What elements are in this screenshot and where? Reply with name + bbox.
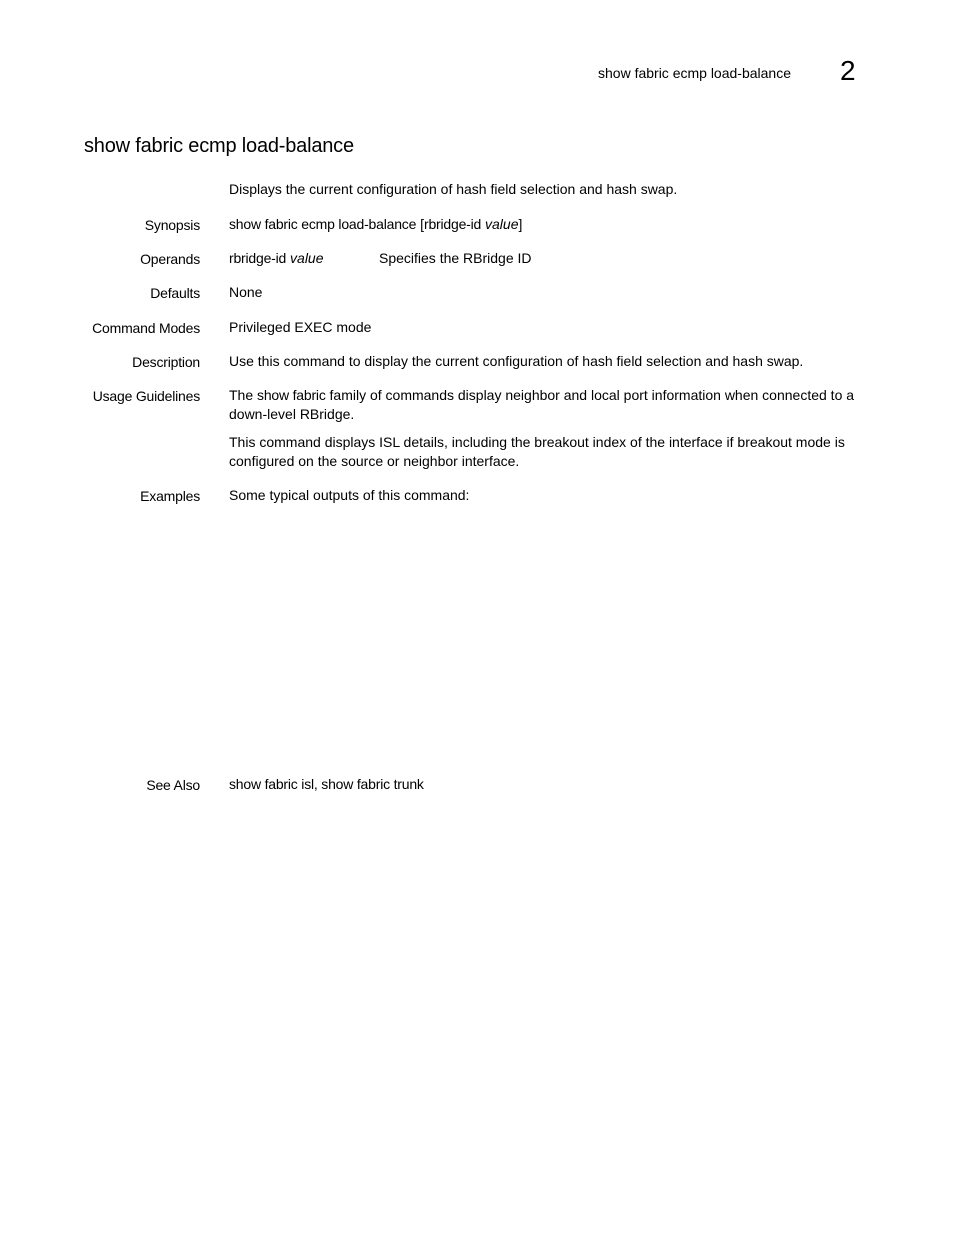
usage-para-1-before: The bbox=[229, 387, 258, 403]
examples-body: Some typical outputs of this command: bbox=[229, 487, 470, 503]
description-label: Description bbox=[132, 354, 200, 370]
operand-param: rbridge-id bbox=[229, 250, 287, 266]
synopsis-value: value bbox=[485, 216, 519, 232]
intro-text: Displays the current configuration of hash field selection and hash swap. bbox=[229, 181, 678, 197]
command-modes-label: Command Modes bbox=[92, 320, 200, 336]
usage-para-1-after: family of commands display neighbor and local port information when connected to a down-level RBridge. bbox=[229, 387, 855, 422]
description-body: Use this command to display the current configuration of hash field selection and hash swap. bbox=[229, 353, 804, 369]
usage-para-1-command: show fabric bbox=[257, 387, 326, 403]
command-modes-body: Privileged EXEC mode bbox=[229, 319, 372, 335]
running-head: show fabric ecmp load-balance bbox=[598, 65, 791, 81]
synopsis-command: show fabric ecmp load-balance bbox=[229, 216, 417, 232]
defaults-label: Defaults bbox=[150, 285, 200, 301]
usage-guidelines-para-1 bbox=[229, 386, 874, 424]
synopsis-body bbox=[229, 215, 874, 234]
operands-label: Operands bbox=[140, 251, 200, 267]
see-also-body: show fabric isl, show fabric trunk bbox=[229, 776, 424, 792]
examples-label: Examples bbox=[140, 488, 200, 504]
see-also-label: See Also bbox=[146, 777, 200, 793]
synopsis-param: rbridge-id bbox=[423, 216, 482, 232]
synopsis-label: Synopsis bbox=[144, 217, 200, 233]
operands-body bbox=[229, 249, 874, 268]
chapter-number: 2 bbox=[840, 55, 856, 86]
operand-description: Specifies the RBridge ID bbox=[379, 250, 532, 266]
usage-guidelines-para-2: This command displays ISL details, including the breakout index of the interface if breakout mode is configured on the source or neighbor interface. bbox=[229, 434, 845, 469]
operand-value: value bbox=[290, 250, 324, 266]
synopsis-open-bracket: [ bbox=[416, 216, 424, 232]
defaults-body: None bbox=[229, 284, 263, 300]
page-title: show fabric ecmp load-balance bbox=[84, 135, 354, 157]
usage-guidelines-label: Usage Guidelines bbox=[92, 388, 200, 404]
synopsis-close-bracket: ] bbox=[518, 216, 523, 232]
